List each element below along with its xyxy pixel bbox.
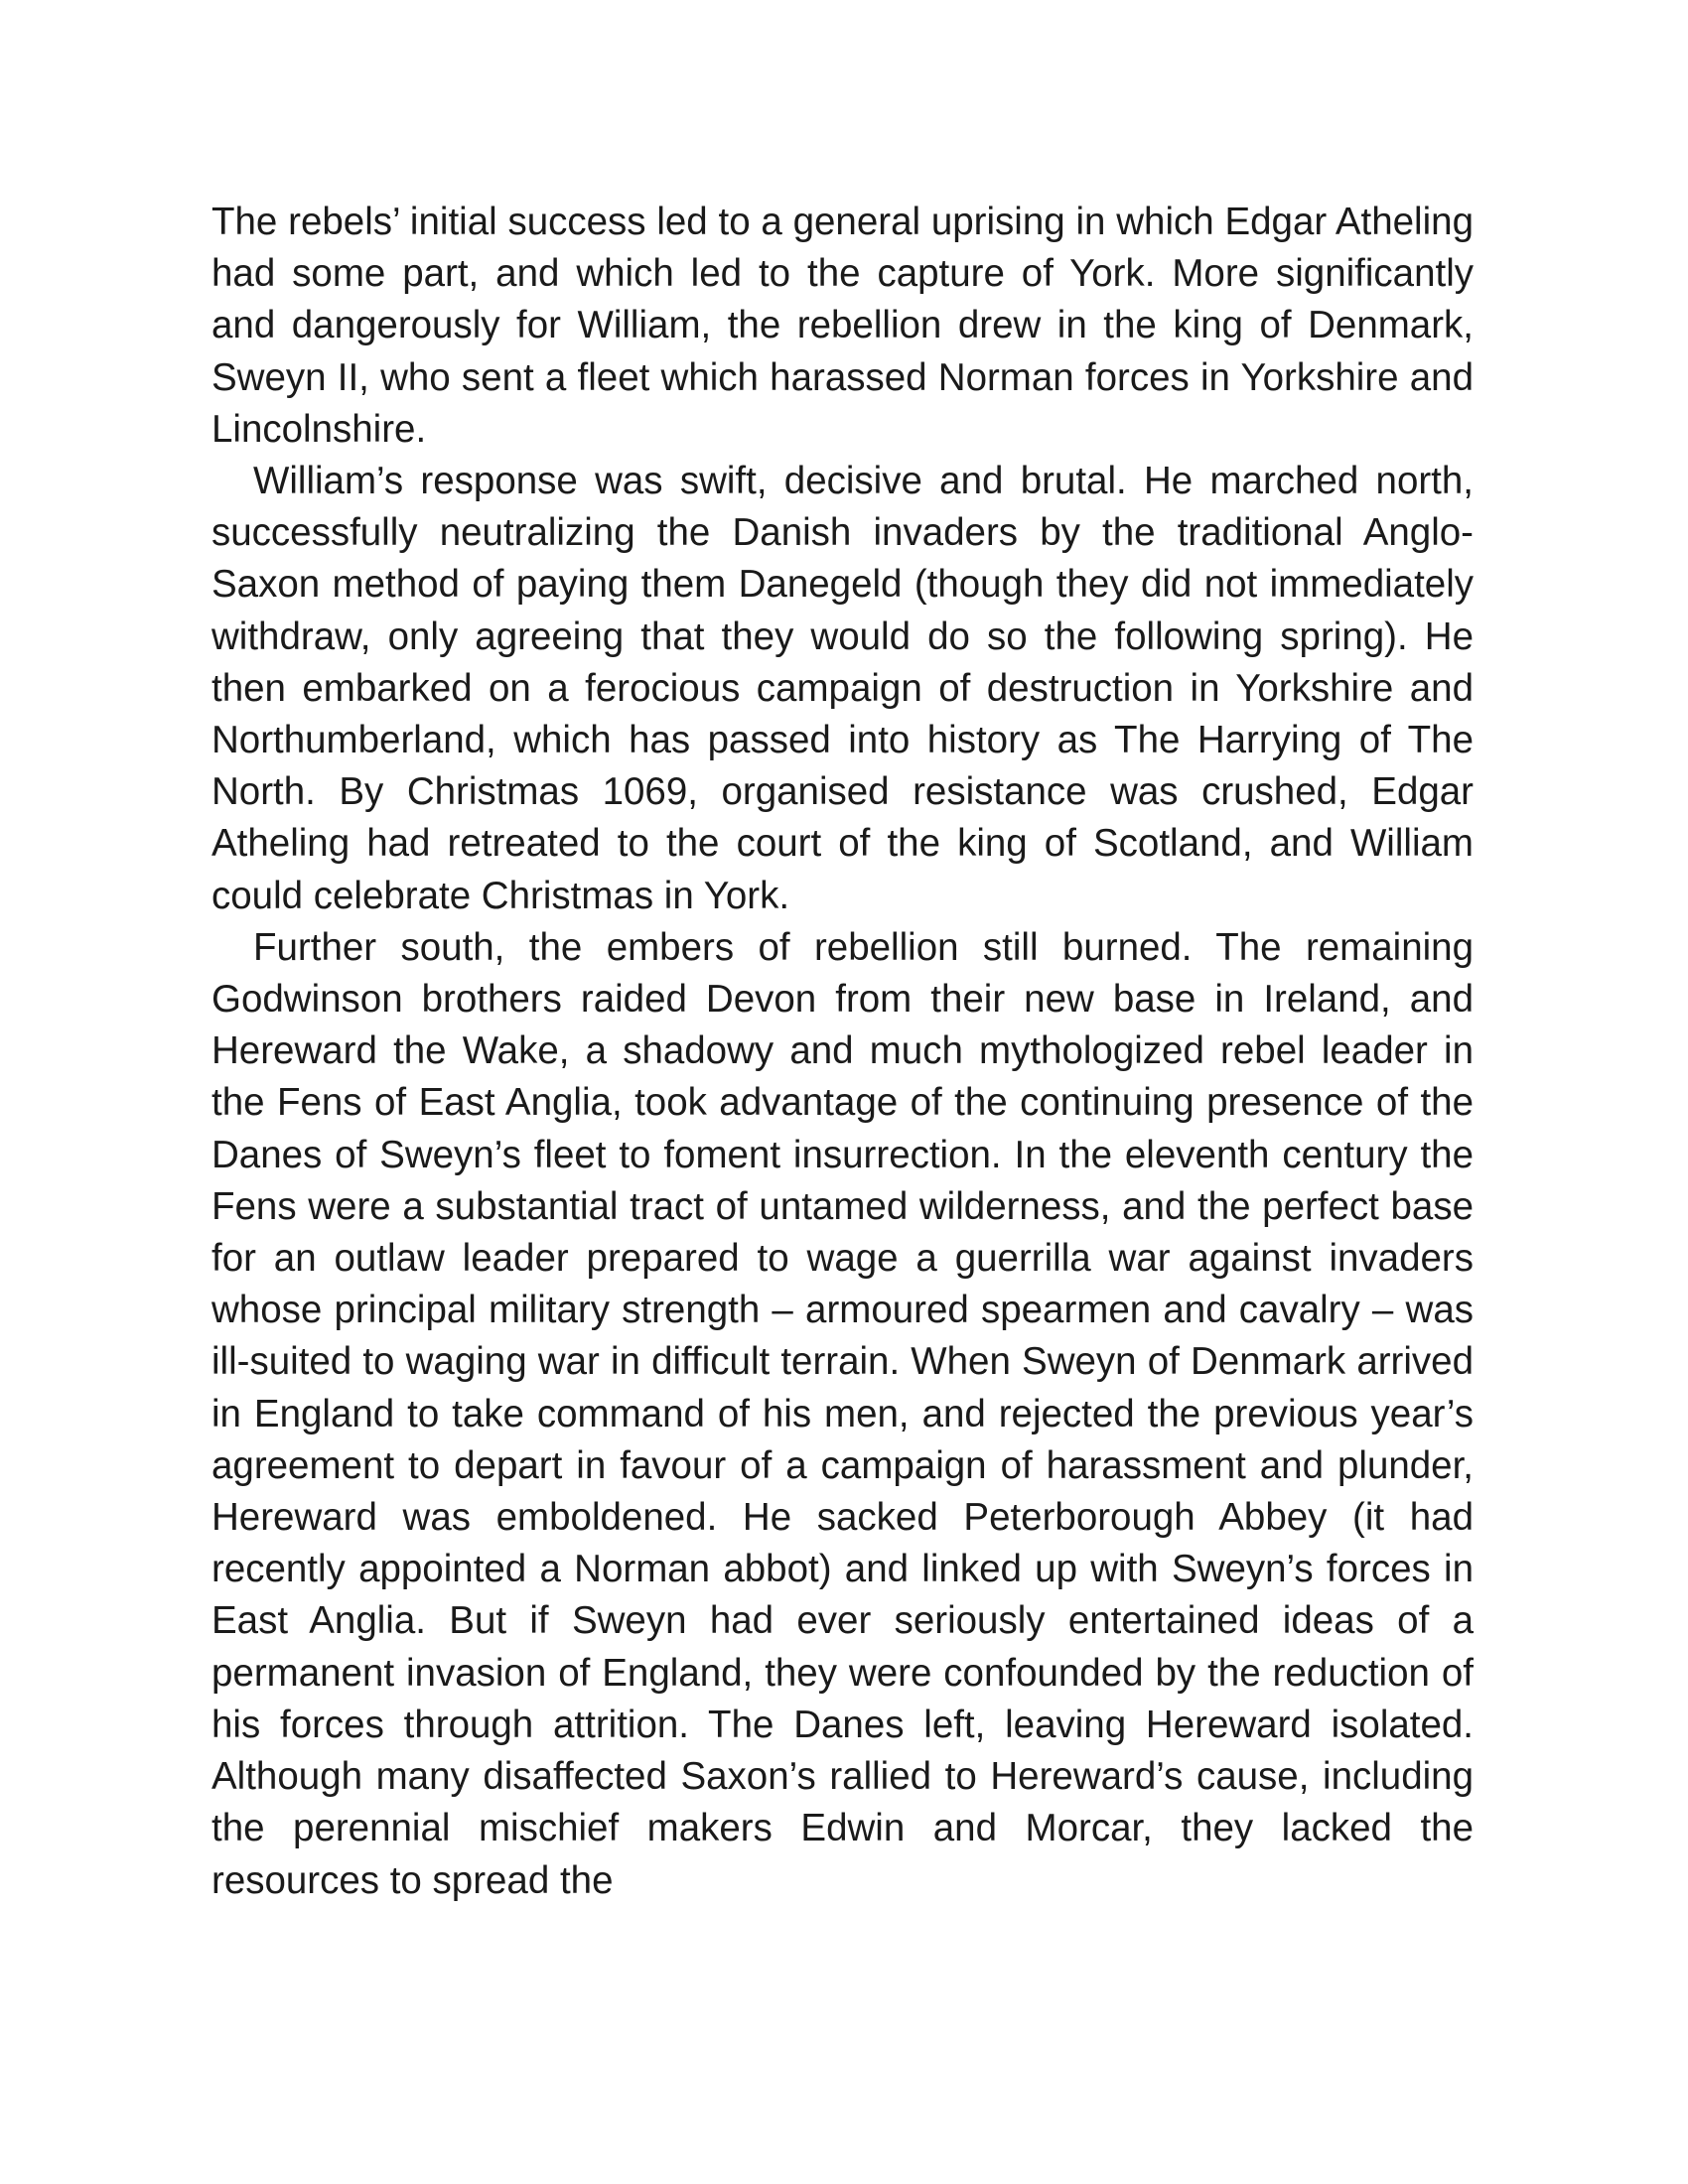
body-text (211, 197, 1474, 1907)
paragraph-further-south: Further south, the embers of rebellion still burned. The remaining Godwinson brothers raided Devon from their new base in Ireland, and Hereward the Wake, a shadowy and much mythologized rebel leader in the Fens of East Anglia, took advantage of the continuing presence of the Danes of Sweyn’s fleet to foment insurrection. In the eleventh century the Fens were a substantial tract of untamed wilderness, and the perfect base for an outlaw leader prepared to wage a guerrilla war against invaders whose principal military strength – armoured spearmen and cavalry – was ill-suited to waging war in difficult terrain. When Sweyn of Denmark arrived in England to take command of his men, and rejected the previous year’s agreement to depart in favour of a campaign of harassment and plunder, Hereward was emboldened. He sacked Peterborough Abbey (it had recently appointed a Norman abbot) and linked up with Sweyn’s forces in East Anglia. But if Sweyn had ever seriously entertained ideas of a permanent invasion of England, they were confounded by the reduction of his forces through attrition. The Danes left, leaving Hereward isolated. Although many disaffected Saxon’s rallied to Hereward’s cause, including the perennial mischief makers Edwin and Morcar, they lacked the resources to spread the (211, 925, 1474, 1902)
paragraph-rebels-initial-success: The rebels’ initial success led to a general uprising in which Edgar Atheling had some part, and which led to the capture of York. More significantly and dangerously for William, the rebellion drew in the king of Denmark, Sweyn II, who sent a fleet which harassed Norman forces in Yorkshire and Lincolnshire. (211, 201, 1474, 451)
paragraph-williams-response: William’s response was swift, decisive and brutal. He marched north, successfully neutralizing the Danish invaders by the traditional Anglo-Saxon method of paying them Danegeld (though they did not immediately withdraw, only agreeing that they would do so the following spring). He then embarked on a ferocious campaign of destruction in Yorkshire and Northumberland, which has passed into history as The Harrying of The North. By Christmas 1069, organised resistance was crushed, Edgar Atheling had retreated to the court of the king of Scotland, and William could celebrate Christmas in York. (211, 460, 1474, 917)
